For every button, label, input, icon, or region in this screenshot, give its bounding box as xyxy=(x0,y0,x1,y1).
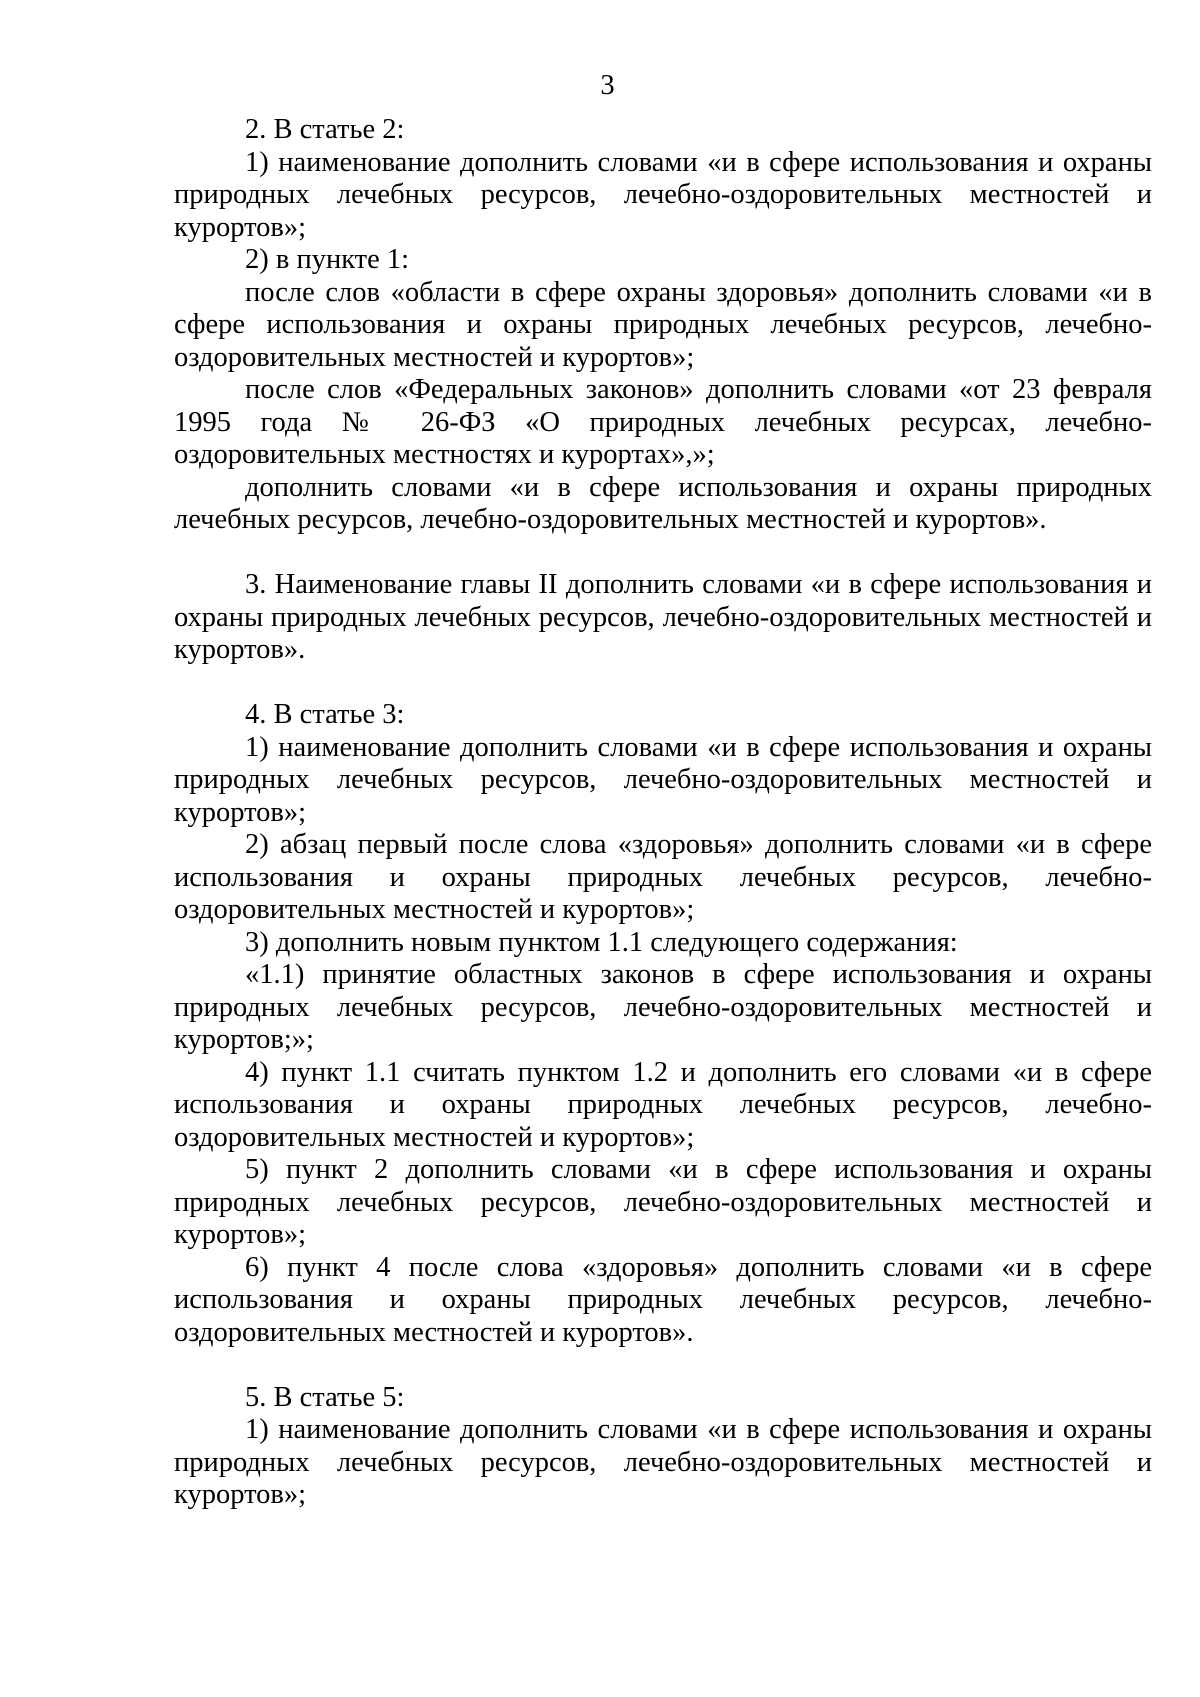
paragraph: после слов «области в сфере охраны здоровья» дополнить словами «и в сфере использования и охраны природных лечебных ресурсов, лечебно-оздоровительных местностей и курортов»; xyxy=(174,276,1152,373)
paragraph: дополнить словами «и в сфере использования и охраны природных лечебных ресурсов, лечебно-оздоровительных местностей и курортов». xyxy=(174,471,1152,535)
paragraph: 3. Наименование главы II дополнить словами «и в сфере использования и охраны природных лечебных ресурсов, лечебно-оздоровительных местностей и курортов». xyxy=(174,569,1152,665)
paragraph: 4. В статье 3: xyxy=(245,699,405,730)
paragraph: «1.1) принятие областных законов в сфере использования и охраны природных лечебных ресурсов, лечебно-оздоровительных местностей и курортов;»; xyxy=(174,959,1152,1055)
paragraph: 5) пункт 2 дополнить словами «и в сфере использования и охраны природных лечебных ресурсов, лечебно-оздоровительных местностей и курортов»; xyxy=(174,1154,1152,1250)
paragraph: 3) дополнить новым пунктом 1.1 следующего содержания: xyxy=(245,926,958,958)
paragraph: 2. В статье 2: xyxy=(245,114,405,145)
paragraph: 4) пункт 1.1 считать пунктом 1.2 и дополнить его словами «и в сфере использования и охраны природных лечебных ресурсов, лечебно-оздоровительных местностей и курортов»; xyxy=(174,1056,1152,1153)
paragraph: 6) пункт 4 после слова «здоровья» дополнить словами «и в сфере использования и охраны природных лечебных ресурсов, лечебно-оздоровительных местностей и курортов». xyxy=(174,1251,1152,1348)
paragraph: 1) наименование дополнить словами «и в сфере использования и охраны природных лечебных ресурсов, лечебно-оздоровительных местностей и курортов»; xyxy=(174,1414,1152,1510)
paragraph: 1) наименование дополнить словами «и в сфере использования и охраны природных лечебных ресурсов, лечебно-оздоровительных местностей и курортов»; xyxy=(174,146,1152,243)
document-body xyxy=(174,114,1152,1512)
paragraph: 5. В статье 5: xyxy=(245,1381,405,1413)
paragraph: 1) наименование дополнить словами «и в сфере использования и охраны природных лечебных ресурсов, лечебно-оздоровительных местностей и курортов»; xyxy=(174,731,1152,828)
paragraph: 2) в пункте 1: xyxy=(245,244,410,275)
paragraph: после слов «Федеральных законов» дополнить словами «от 23 февраля 1995 года № 26-ФЗ «О природных лечебных ресурсах, лечебно-оздоровительных местностях и курортах»,»; xyxy=(174,374,1152,470)
paragraph: 2) абзац первый после слова «здоровья» дополнить словами «и в сфере использования и охраны природных лечебных ресурсов, лечебно-оздоровительных местностей и курортов»; xyxy=(174,829,1152,925)
page-number: 3 xyxy=(600,70,615,101)
